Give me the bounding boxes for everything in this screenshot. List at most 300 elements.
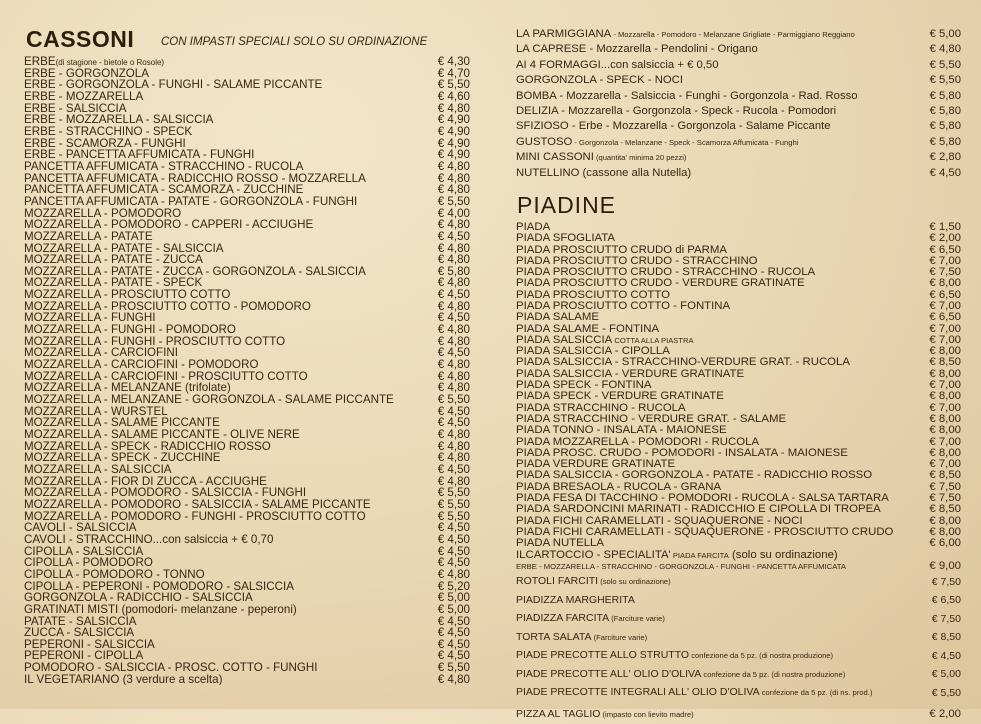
cassoni-item xyxy=(24,126,470,138)
extra-item xyxy=(516,610,961,629)
piadina-item xyxy=(516,357,961,368)
item-name: MOZZARELLA - PATATE - SALSICCIA xyxy=(24,242,224,255)
piadina-item xyxy=(516,233,961,244)
item-name: MINI CASSONI xyxy=(516,151,594,164)
item-price: € 4,50 xyxy=(437,230,470,243)
item-name: MOZZARELLA - MELANZANE - GORGONZOLA - SALAME PICCANTE xyxy=(24,394,394,406)
ilcartoccio-price: € 9,00 xyxy=(929,561,961,573)
item-note: (solo su ordinazione) xyxy=(598,577,671,587)
cassoni-specials-list xyxy=(516,27,961,181)
item-note: confezione da 5 pz. (di nostra produzione) xyxy=(689,651,834,661)
item-name: CAVOLI - SALSICCIA xyxy=(24,522,137,534)
item-price: € 7,50 xyxy=(929,493,961,505)
item-name: MOZZARELLA - CARCIOFINI - PROSCIUTTO COTTO xyxy=(24,370,308,383)
item-price: € 4,50 xyxy=(437,522,470,534)
pizza-price: € 2,00 xyxy=(929,708,961,721)
item-price: € 4,80 xyxy=(929,43,961,56)
item-name: LA CAPRESE - Mozzarella - Pendolini - Origano xyxy=(516,43,758,56)
item-name: PIADA PROSCIUTTO CRUDO - VERDURE GRATINATE xyxy=(516,278,805,290)
item-price: € 8,00 xyxy=(929,515,961,527)
piadine-title: PIADINE xyxy=(517,191,617,218)
item-price: € 7,00 xyxy=(929,380,961,392)
cassoni-item xyxy=(24,499,470,511)
item-name: PANCETTA AFFUMICATA - SCAMORZA - ZUCCHINE xyxy=(24,184,304,196)
item-name: MOZZARELLA - CARCIOFINI - POMODORO xyxy=(24,359,259,371)
ilcartoccio-sub-row xyxy=(516,561,961,573)
piadina-item xyxy=(516,335,961,346)
item-name: MOZZARELLA - POMODORO - SALSICCIA - SALAME PICCANTE xyxy=(24,498,371,511)
item-name: MOZZARELLA - POMODORO - SALSICCIA - FUNGHI xyxy=(24,487,307,499)
item-price: € 2,00 xyxy=(929,233,961,245)
item-price: € 5,50 xyxy=(931,686,961,699)
cassoni-item xyxy=(24,347,470,359)
item-price: € 5,50 xyxy=(437,195,470,208)
item-price: € 4,50 xyxy=(929,166,961,179)
cassoni-item xyxy=(24,522,470,534)
item-note: (quantita' minima 20 pezzi) xyxy=(593,153,687,163)
piadina-item xyxy=(516,516,961,527)
piadina-item xyxy=(516,459,961,470)
piadina-item xyxy=(516,267,961,278)
pizza-name: PIZZA AL TAGLIO xyxy=(516,707,601,720)
cassoni-special-item xyxy=(516,42,961,57)
item-name: PIADIZZA MARGHERITA xyxy=(516,594,635,607)
item-name: ERBE - SCAMORZA - FUNGHI xyxy=(24,137,186,150)
item-price: € 8,00 xyxy=(929,346,961,358)
cassoni-item xyxy=(24,511,470,523)
item-price: € 4,50 xyxy=(437,638,470,651)
item-price: € 4,80 xyxy=(437,172,470,185)
item-price: € 7,50 xyxy=(929,267,961,279)
item-name: PIADA SALSICCIA - GORGONZOLA - PATATE - RADICCHIO ROSSO xyxy=(516,470,873,482)
item-price: € 8,00 xyxy=(929,368,961,380)
piadina-item xyxy=(516,278,961,289)
cassoni-special-item xyxy=(516,73,961,88)
item-price: € 7,00 xyxy=(929,300,961,312)
item-price: € 4,80 xyxy=(437,335,470,348)
item-price: € 8,00 xyxy=(929,413,961,425)
item-name: MOZZARELLA - SALAME PICCANTE - OLIVE NERE xyxy=(24,429,300,441)
item-name: ZUCCA - SALSICCIA xyxy=(24,627,135,639)
item-price: € 8,50 xyxy=(929,357,961,369)
cassoni-item xyxy=(24,289,470,301)
item-price: € 4,80 xyxy=(437,160,470,173)
item-name: MOZZARELLA - FUNGHI - POMODORO xyxy=(24,324,236,336)
piadina-item xyxy=(516,538,961,549)
extra-item xyxy=(516,573,961,592)
item-price: € 6,50 xyxy=(929,289,961,301)
item-name: PIADA SARDONCINI MARINATI - RADICCHIO E CIPOLLA DI TROPEA xyxy=(516,504,881,516)
item-price: € 7,00 xyxy=(929,402,961,414)
item-price: € 5,50 xyxy=(437,498,470,511)
item-price: € 4,50 xyxy=(437,417,470,429)
item-price: € 7,50 xyxy=(931,575,961,588)
item-name: PEPERONI - SALSICCIA xyxy=(24,638,155,651)
item-name: ERBE - MOZZARELLA xyxy=(24,90,144,103)
item-name: CIPOLLA - PEPERONI - POMODORO - SALSICCIA xyxy=(24,580,294,593)
item-name: GORGONZOLA - RADICCHIO - SALSICCIA xyxy=(24,592,253,604)
cassoni-item xyxy=(24,406,470,418)
item-price: € 4,70 xyxy=(437,67,470,80)
item-name: PIADA PROSCIUTTO COTTO xyxy=(516,289,671,301)
item-name: ROTOLI FARCITI xyxy=(516,575,599,588)
item-price: € 4,30 xyxy=(437,56,470,68)
item-name: PIADA VERDURE GRATINATE xyxy=(516,459,676,471)
item-price: € 5,80 xyxy=(929,120,961,133)
item-name: PIADA PROSCIUTTO COTTO - FONTINA xyxy=(516,300,731,312)
item-price: € 8,50 xyxy=(929,470,961,482)
item-price: € 4,50 xyxy=(437,533,470,546)
cassoni-item xyxy=(24,184,470,196)
cassoni-item xyxy=(24,581,470,593)
item-note: confezione da 5 pz. (di ns. prod.) xyxy=(759,688,873,698)
item-price: € 6,50 xyxy=(931,594,961,607)
cassoni-item xyxy=(24,312,470,324)
item-name: GRATINATI MISTI (pomodori- melanzane - peperoni) xyxy=(24,603,297,616)
cassoni-item xyxy=(24,336,470,348)
piadina-item xyxy=(516,380,961,391)
cassoni-special-item xyxy=(516,166,961,181)
item-name: PIADA TONNO - INSALATA - MAIONESE xyxy=(516,425,727,437)
cassoni-item xyxy=(24,569,470,581)
item-name: PEPERONI - CIPOLLA xyxy=(24,650,144,663)
extra-item xyxy=(516,628,961,647)
piadina-item xyxy=(516,324,961,335)
item-price: € 4,90 xyxy=(437,125,470,138)
item-name: MOZZARELLA - PATATE - ZUCCA - GORGONZOLA - SALSICCIA xyxy=(24,265,366,278)
item-price: € 4,80 xyxy=(437,370,470,383)
ilcartoccio-row xyxy=(516,550,961,562)
item-name: PANCETTA AFFUMICATA - RADICCHIO ROSSO - MOZZARELLA xyxy=(24,172,366,185)
item-price: € 4,50 xyxy=(437,289,470,301)
item-name: PIADA PROSCIUTTO CRUDO di PARMA xyxy=(516,244,727,256)
cassoni-item xyxy=(24,394,470,406)
cassoni-item xyxy=(24,243,470,255)
item-price: € 7,00 xyxy=(929,459,961,471)
cassoni-item xyxy=(24,417,470,429)
item-price: € 4,80 xyxy=(437,219,470,231)
item-price: € 4,90 xyxy=(437,114,470,126)
piadine-list xyxy=(516,222,961,550)
item-name: PIADE PRECOTTE INTEGRALI ALL' OLIO D'OLIVA xyxy=(516,686,760,699)
cassoni-special-item xyxy=(516,104,961,119)
piadina-item xyxy=(516,403,961,414)
item-price: € 4,50 xyxy=(437,405,470,418)
item-price: € 5,80 xyxy=(929,104,961,117)
cassoni-item xyxy=(24,68,470,80)
item-price: € 7,00 xyxy=(929,334,961,346)
cassoni-item xyxy=(24,277,470,289)
cassoni-item xyxy=(24,639,470,651)
item-name: PIADA PROSCIUTTO CRUDO - STRACCHINO xyxy=(516,255,758,267)
item-price: € 4,80 xyxy=(437,277,470,290)
item-name: MOZZARELLA - SALAME PICCANTE xyxy=(24,417,220,429)
item-price: € 4,50 xyxy=(437,463,470,476)
item-price: € 4,80 xyxy=(437,568,470,581)
cassoni-item xyxy=(24,149,470,161)
cassoni-item xyxy=(24,674,470,686)
cassoni-item xyxy=(24,464,470,476)
item-note: - Gorgonzola - Melanzane - Speck - Scamorza Affumicata - Funghi xyxy=(572,137,799,147)
item-name: PIADA SFOGLIATA xyxy=(516,233,615,245)
item-price: € 5,80 xyxy=(437,265,470,278)
item-price: € 7,50 xyxy=(931,612,961,625)
item-name: MOZZARELLA - FUNGHI - PROSCIUTTO COTTO xyxy=(24,335,286,348)
item-price: € 5,50 xyxy=(929,74,961,87)
piadina-item xyxy=(516,482,961,493)
item-name: AI 4 FORMAGGI...con salsiccia + € 0,50 xyxy=(516,58,719,71)
cassoni-special-item xyxy=(516,119,961,134)
item-price: € 4,80 xyxy=(437,324,470,336)
cassoni-item xyxy=(24,114,470,126)
cassoni-item xyxy=(24,429,470,441)
cassoni-item xyxy=(24,231,470,243)
item-price: € 6,50 xyxy=(929,312,961,324)
piadina-item xyxy=(516,493,961,504)
item-name: PIADA SALAME xyxy=(516,312,599,324)
item-price: € 8,00 xyxy=(929,278,961,290)
cassoni-item xyxy=(24,219,470,231)
item-name: ERBE - SALSICCIA xyxy=(24,102,127,115)
item-price: € 4,80 xyxy=(437,429,470,441)
pizza-note: (impasto con lievito madre) xyxy=(600,709,694,719)
piadina-item xyxy=(516,527,961,538)
cassoni-item xyxy=(24,301,470,313)
item-name: SFIZIOSO - Erbe - Mozzarella - Gorgonzola - Salame Piccante xyxy=(516,120,831,133)
item-name: GORGONZOLA - SPECK - NOCI xyxy=(516,74,683,87)
piadina-item xyxy=(516,437,961,448)
item-price: € 1,50 xyxy=(929,221,961,233)
cassoni-item xyxy=(24,196,470,208)
item-name: PIADE PRECOTTE ALL' OLIO D'OLIVA xyxy=(516,667,702,680)
item-name: MOZZARELLA - SPECK - RADICCHIO ROSSO xyxy=(24,440,271,453)
piadina-item xyxy=(516,448,961,459)
piadina-item xyxy=(516,301,961,312)
item-name: PIADA NUTELLA xyxy=(516,538,604,550)
item-price: € 5,00 xyxy=(437,603,470,616)
item-price: € 5,20 xyxy=(437,580,470,593)
item-name: ERBE - PANCETTA AFFUMICATA - FUNGHI xyxy=(24,149,255,161)
ilcartoccio-rest: (solo su ordinazione) xyxy=(728,549,838,561)
item-note: (Farciture varie) xyxy=(609,614,665,624)
item-price: € 7,50 xyxy=(929,481,961,493)
cassoni-item xyxy=(24,650,470,662)
right-column xyxy=(516,0,961,724)
cassoni-item xyxy=(24,266,470,278)
piadina-item xyxy=(516,245,961,256)
item-price: € 4,90 xyxy=(437,137,470,150)
extra-item xyxy=(516,647,961,666)
item-name: ERBE - GORGONZOLA - FUNGHI - SALAME PICCANTE xyxy=(24,79,323,91)
cassoni-item xyxy=(24,173,470,185)
item-price: € 5,50 xyxy=(437,510,470,523)
pizza-row xyxy=(516,705,961,724)
cassoni-item xyxy=(24,254,470,266)
item-name: MOZZARELLA - PROSCIUTTO COTTO xyxy=(24,289,231,301)
item-name: PANCETTA AFFUMICATA - STRACCHINO - RUCOLA xyxy=(24,160,304,173)
cassoni-header xyxy=(24,26,470,56)
item-name: PIADA STRACCHINO - RUCOLA xyxy=(516,402,686,414)
item-price: € 4,80 xyxy=(437,452,470,464)
item-name: CIPOLLA - POMODORO xyxy=(24,557,153,569)
item-name: GUSTOSO xyxy=(516,135,573,148)
cassoni-special-item xyxy=(516,135,961,150)
item-price: € 4,50 xyxy=(931,649,961,662)
cassoni-list xyxy=(24,56,470,685)
item-price: € 5,00 xyxy=(931,668,961,681)
item-price: € 7,00 xyxy=(929,436,961,448)
piadina-item xyxy=(516,391,961,402)
cassoni-subtitle: CON IMPASTI SPECIALI SOLO SU ORDINAZIONE xyxy=(161,36,428,48)
extra-item xyxy=(516,684,961,703)
item-name: MOZZARELLA - FIOR DI ZUCCA - ACCIUGHE xyxy=(24,475,267,488)
cassoni-item xyxy=(24,534,470,546)
item-price: € 4,80 xyxy=(437,475,470,488)
item-name: LA PARMIGGIANA xyxy=(516,28,612,40)
item-name: MOZZARELLA - PATATE - SPECK xyxy=(24,277,203,290)
item-name: PIADIZZA FARCITA xyxy=(516,612,610,625)
cassoni-item xyxy=(24,79,470,91)
item-price: € 4,60 xyxy=(437,90,470,103)
item-name: MOZZARELLA - POMODORO - FUNGHI - PROSCIUTTO COTTO xyxy=(24,510,366,523)
cassoni-item xyxy=(24,56,470,68)
item-price: € 7,00 xyxy=(929,323,961,335)
item-price: € 5,80 xyxy=(929,135,961,148)
item-name: MOZZARELLA - MELANZANE (trifolate) xyxy=(24,382,231,395)
cassoni-item xyxy=(24,208,470,220)
item-price: € 7,00 xyxy=(929,255,961,267)
item-name: PIADA MOZZARELLA - POMODORI - RUCOLA xyxy=(516,436,760,448)
item-name: TORTA SALATA xyxy=(516,630,592,643)
item-name: PIADA SPECK - FONTINA xyxy=(516,380,652,392)
item-price: € 4,80 xyxy=(437,382,470,395)
item-name: CAVOLI - STRACCHINO...con salsiccia + € 0,70 xyxy=(24,533,274,546)
item-name: PIADA SALSICCIA - STRACCHINO-VERDURE GRAT. - RUCOLA xyxy=(516,357,850,369)
item-name: PIADA FICHI CARAMELLATI - SQUAQUERONE - NOCI xyxy=(516,515,803,527)
cassoni-item xyxy=(24,546,470,558)
cassoni-special-item xyxy=(516,89,961,104)
piadina-item xyxy=(516,256,961,267)
item-name: PIADA xyxy=(516,221,551,233)
item-name: PIADA FICHI CARAMELLATI - SQUAQUERONE - PROSCIUTTO CRUDO xyxy=(516,526,894,538)
cassoni-item xyxy=(24,616,470,628)
item-name: MOZZARELLA - PATATE xyxy=(24,230,153,243)
item-name: ERBE xyxy=(24,56,56,68)
item-price: € 4,80 xyxy=(437,242,470,255)
item-price: € 5,00 xyxy=(437,592,470,604)
item-note: (di stagione - bietole o Rosole) xyxy=(55,57,165,67)
item-price: € 4,50 xyxy=(437,545,470,558)
item-price: € 4,50 xyxy=(437,627,470,639)
cassoni-item xyxy=(24,138,470,150)
piadina-item xyxy=(516,346,961,357)
item-name: ERBE - MOZZARELLA - SALSICCIA xyxy=(24,114,214,126)
ilcartoccio-sub: ERBE - MOZZARELLA - STRACCHINO - GORGONZOLA - FUNGHI - PANCETTA AFFUMICATA xyxy=(516,562,847,572)
item-name: PIADE PRECOTTE ALLO STRUTTO xyxy=(516,649,690,662)
item-name: PIADA SALSICCIA xyxy=(516,334,613,346)
ilcartoccio-small: PIADA FARCITA xyxy=(670,550,729,560)
item-name: CIPOLLA - POMODORO - TONNO xyxy=(24,568,205,581)
cassoni-item xyxy=(24,627,470,639)
cassoni-item xyxy=(24,371,470,383)
item-name: PIADA PROSC. CRUDO - POMODORI - INSALATA - MAIONESE xyxy=(516,447,848,459)
item-name: PANCETTA AFFUMICATA - PATATE - GORGONZOLA - FUNGHI xyxy=(24,195,358,208)
item-price: € 5,80 xyxy=(929,89,961,102)
cassoni-item xyxy=(24,441,470,453)
item-price: € 8,00 xyxy=(929,391,961,403)
item-name: PIADA PROSCIUTTO CRUDO - STRACCHINO - RUCOLA xyxy=(516,267,816,279)
cassoni-special-item xyxy=(516,58,961,73)
item-name: PIADA SALSICCIA - VERDURE GRATINATE xyxy=(516,368,745,380)
item-price: € 4,50 xyxy=(437,312,470,325)
item-name: NUTELLINO (cassone alla Nutella) xyxy=(516,166,692,179)
cassoni-title: CASSONI xyxy=(26,26,135,52)
extra-item xyxy=(516,591,961,610)
item-price: € 4,80 xyxy=(437,359,470,371)
item-price: € 4,80 xyxy=(437,440,470,453)
cassoni-item xyxy=(24,382,470,394)
item-price: € 4,80 xyxy=(437,254,470,266)
piadina-item xyxy=(516,425,961,436)
item-price: € 6,00 xyxy=(929,538,961,550)
item-price: € 8,00 xyxy=(929,526,961,538)
piadina-item xyxy=(516,470,961,481)
item-name: PIADA SALAME - FONTINA xyxy=(516,323,660,335)
cassoni-item xyxy=(24,161,470,173)
item-name: PIADA SALSICCIA - CIPOLLA xyxy=(516,346,670,358)
item-name: PIADA FESA DI TACCHINO - POMODORI - RUCOLA - SALSA TARTARA xyxy=(516,493,889,505)
item-name: ERBE - GORGONZOLA xyxy=(24,67,149,80)
cassoni-special-item xyxy=(516,27,961,42)
item-name: PATATE - SALSICCIA xyxy=(24,615,137,628)
item-price: € 8,00 xyxy=(929,447,961,459)
cassoni-item xyxy=(24,592,470,604)
item-price: € 6,50 xyxy=(929,244,961,256)
piadina-item xyxy=(516,290,961,301)
cassoni-column xyxy=(24,0,470,685)
item-name: POMODORO - SALSICCIA - PROSC. COTTO - FUNGHI xyxy=(24,662,318,674)
item-name: IL VEGETARIANO (3 verdure a scelta) xyxy=(24,673,223,686)
item-note: - Mozzarella - Pomodoro - Melanzane Grigliate - Parmiggiano Reggiano xyxy=(611,30,855,39)
item-name: MOZZARELLA - POMODORO xyxy=(24,207,182,220)
cassoni-item xyxy=(24,452,470,464)
cassoni-item xyxy=(24,359,470,371)
item-price: € 8,50 xyxy=(929,504,961,516)
cassoni-item xyxy=(24,91,470,103)
item-name: MOZZARELLA - PROSCIUTTO COTTO - POMODORO xyxy=(24,300,311,313)
item-name: MOZZARELLA - CARCIOFINI xyxy=(24,347,178,360)
item-price: € 4,80 xyxy=(437,300,470,313)
item-price: € 5,50 xyxy=(437,662,470,674)
item-name: MOZZARELLA - PATATE - ZUCCA xyxy=(24,254,203,266)
item-price: € 2,80 xyxy=(929,151,961,164)
item-price: € 4,50 xyxy=(437,557,470,569)
item-price: € 4,50 xyxy=(437,615,470,628)
item-price: € 4,90 xyxy=(437,149,470,161)
item-price: € 8,00 xyxy=(929,425,961,437)
item-price: € 5,00 xyxy=(929,28,961,40)
item-price: € 4,00 xyxy=(437,207,470,220)
cassoni-item xyxy=(24,557,470,569)
item-price: € 5,50 xyxy=(437,394,470,406)
item-name: PIADA STRACCHINO - VERDURE GRAT. - SALAME xyxy=(516,413,787,425)
extra-item xyxy=(516,665,961,684)
cassoni-item xyxy=(24,476,470,488)
piadina-item xyxy=(516,222,961,233)
item-name: MOZZARELLA - FUNGHI xyxy=(24,312,156,325)
cassoni-item xyxy=(24,604,470,616)
cassoni-item xyxy=(24,324,470,336)
